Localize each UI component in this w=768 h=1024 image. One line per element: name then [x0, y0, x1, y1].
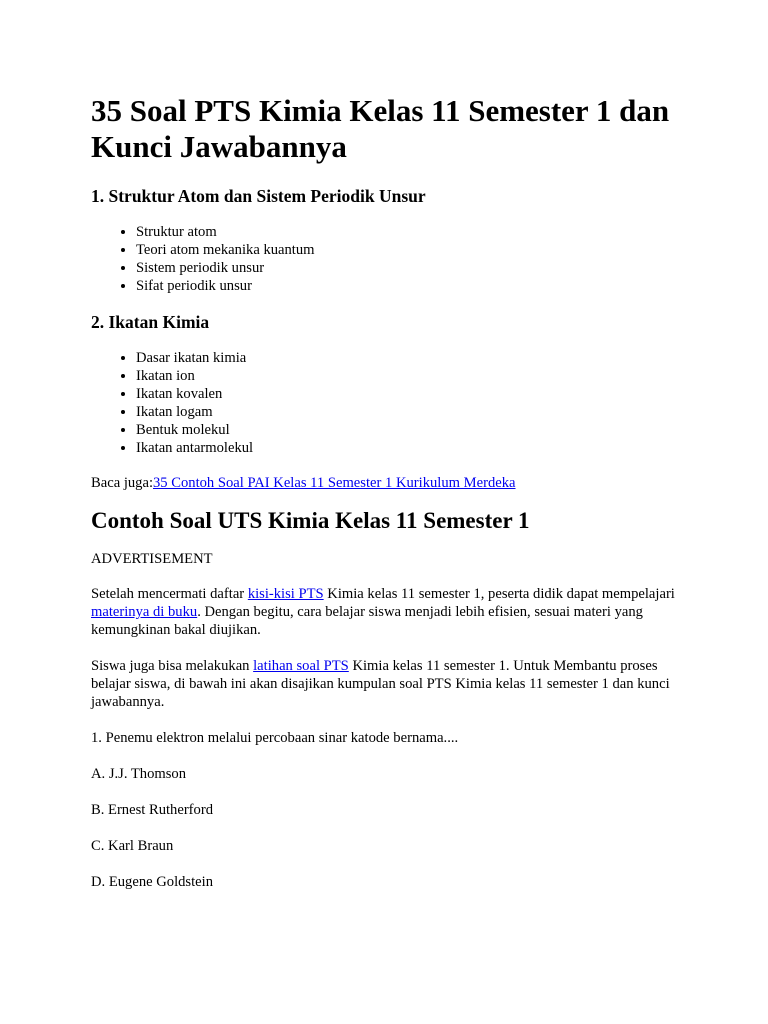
paragraph-text: Siswa juga bisa melakukan: [91, 658, 254, 674]
answer-option-c: C. Karl Braun: [91, 838, 174, 854]
practice-paragraph: [91, 657, 691, 711]
list-item: • Bentuk molekul: [136, 421, 691, 439]
article: [91, 93, 691, 891]
list-item: • Teori atom mekanika kuantum: [136, 241, 691, 259]
section-heading-ikatan-kimia: 2. Ikatan Kimia: [91, 312, 210, 332]
paragraph-text: Setelah mencermati daftar: [91, 586, 248, 602]
answer-option-a: A. J.J. Thomson: [91, 766, 187, 782]
list-item: • Dasar ikatan kimia: [136, 349, 691, 367]
baca-juga-link[interactable]: 35 Contoh Soal PAI Kelas 11 Semester 1 Kurikulum Merdeka: [153, 475, 516, 491]
materi-link[interactable]: materinya di buku: [91, 604, 198, 620]
list-item: • Struktur atom: [136, 223, 691, 241]
list-item: • Ikatan logam: [136, 403, 691, 421]
list-item: • Sistem periodik unsur: [136, 259, 691, 277]
list-item: • Ikatan ion: [136, 367, 691, 385]
baca-juga-label: Baca juga:: [91, 475, 153, 491]
list-ikatan-kimia: [91, 349, 691, 457]
list-struktur-atom: [91, 223, 691, 295]
baca-juga: [91, 474, 691, 492]
answer-option-b: B. Ernest Rutherford: [91, 802, 213, 818]
answer-option-d: D. Eugene Goldstein: [91, 874, 213, 890]
intro-paragraph: [91, 585, 691, 639]
advertisement-label: ADVERTISEMENT: [91, 551, 213, 567]
latihan-soal-link[interactable]: latihan soal PTS: [253, 658, 349, 674]
list-item: • Ikatan kovalen: [136, 385, 691, 403]
kisi-kisi-link[interactable]: kisi-kisi PTS: [247, 586, 324, 602]
page-title: 35 Soal PTS Kimia Kelas 11 Semester 1 dan Kunci Jawabannya: [91, 93, 670, 164]
section-title: Contoh Soal UTS Kimia Kelas 11 Semester 1: [91, 508, 530, 533]
paragraph-text: . Dengan begitu, cara belajar siswa menjadi lebih efisien, sesuai materi yang kemungkinan bakal diujikan.: [91, 604, 643, 638]
list-item: • Sifat periodik unsur: [136, 277, 691, 295]
paragraph-text: Kimia kelas 11 semester 1, peserta didik dapat mempelajari: [323, 586, 675, 602]
question: 1. Penemu elektron melalui percobaan sinar katode bernama....: [91, 730, 459, 746]
list-item: • Ikatan antarmolekul: [136, 439, 691, 457]
section-heading-struktur-atom: 1. Struktur Atom dan Sistem Periodik Unsur: [91, 186, 426, 206]
paragraph-text: Kimia kelas 11 semester 1. Untuk Membantu proses belajar siswa, di bawah ini akan disajikan kumpulan soal PTS Kimia kelas 11 semester 1 dan kunci jawabannya.: [91, 658, 670, 710]
